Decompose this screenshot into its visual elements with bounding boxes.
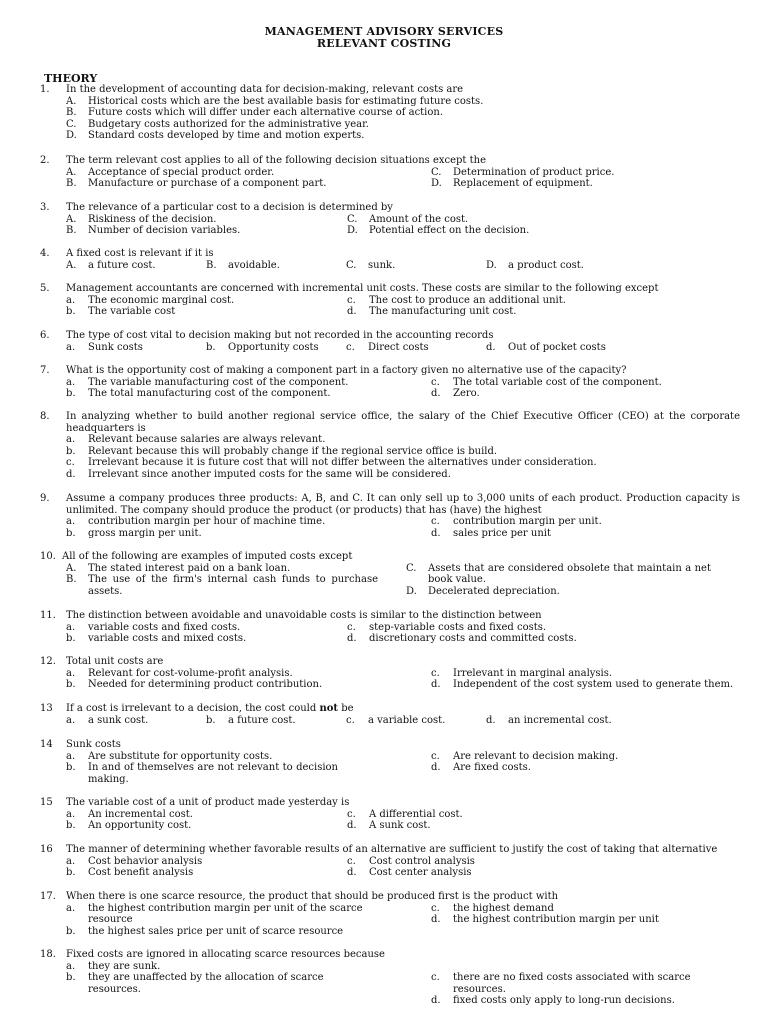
choice-c: c. the highest demand [431, 902, 554, 914]
choice-a: A. The stated interest paid on a bank loan. [66, 562, 291, 574]
choice-a: a. An incremental cost. [66, 808, 193, 820]
question-text: If a cost is irrelevant to a decision, the cost could not be [66, 703, 354, 714]
choice-a: a. variable costs and fixed costs. [66, 621, 241, 633]
question-number: 4. [40, 248, 50, 259]
question-text: A fixed cost is relevant if it is [66, 248, 214, 259]
question-number: 11. [40, 610, 56, 621]
question-8 [40, 411, 740, 481]
question-number: 5. [40, 283, 50, 294]
choice-c: c. Irrelevant because it is future cost that will not differ between the alternatives under consideration. [66, 457, 597, 469]
question-3 [40, 202, 740, 237]
choice-d: d. an incremental cost. [486, 714, 612, 726]
choice-b: B. Manufacture or purchase of a component part. [66, 178, 327, 190]
question-number: 6. [40, 330, 50, 341]
choice-a: a. The economic marginal cost. [66, 294, 235, 306]
choice-b: B. Future costs which will differ under each alternative course of action. [66, 107, 444, 119]
choice-c: C. Assets that are considered obsolete that maintain a net book value. [406, 562, 711, 586]
choice-c: c. a variable cost. [346, 714, 446, 726]
question-number: 10. [40, 551, 56, 562]
choice-a-b [66, 961, 431, 996]
question-16 [40, 844, 740, 879]
question-text: In the development of accounting data for decision-making, relevant costs are [66, 84, 464, 95]
choice-c: c. there are no fixed costs associated with scarce resources. [431, 972, 691, 995]
choice-c: C. Amount of the cost. [347, 213, 469, 225]
document-title: MANAGEMENT ADVISORY SERVICES [264, 25, 504, 38]
choice-c: c. A differential cost. [347, 808, 463, 820]
choice-a: a. contribution margin per hour of machine time. [66, 516, 326, 528]
question-text: When there is one scarce resource, the product that should be produced first is the product with [66, 891, 559, 902]
choice-b: b. Relevant because this will probably change if the regional service office is build. [66, 445, 498, 457]
choice-c-d [431, 903, 740, 926]
question-18 [40, 949, 740, 1007]
question-5 [40, 283, 740, 318]
choice-b: b. Cost benefit analysis [66, 867, 194, 879]
question-6 [40, 330, 740, 353]
question-text: The manner of determining whether favorable results of an alternative are sufficient to justify the cost of taking that alternative [66, 844, 718, 855]
choice-d: d. Zero. [431, 388, 480, 400]
choice-c: c. Cost control analysis [347, 855, 475, 867]
choice-d: d. Out of pocket costs [486, 341, 606, 353]
question-text: The relevance of a particular cost to a decision is determined by [66, 202, 393, 213]
question-text: The distinction between avoidable and unavoidable costs is similar to the distinction between [66, 610, 542, 621]
question-text: What is the opportunity cost of making a component part in a factory given no alternative use of the capacity? [66, 365, 627, 376]
question-number: 15 [40, 797, 53, 808]
choice-c: c. Direct costs [346, 341, 429, 353]
question-13 [40, 703, 740, 726]
choice-a: a. Sunk costs [66, 341, 143, 353]
question-text: Fixed costs are ignored in allocating scarce resources because [66, 949, 385, 960]
choice-a: a. a sunk cost. [66, 714, 149, 726]
question-text: All of the following are examples of imputed costs except [62, 551, 353, 562]
question-text: Total unit costs are [66, 656, 164, 667]
choice-b: b. Opportunity costs [206, 341, 319, 353]
choice-b: b. they are unaffected by the allocation of scarce resources. [66, 972, 324, 995]
choice-d: D. Standard costs developed by time and motion experts. [66, 130, 365, 142]
choice-d: d. Independent of the cost system used to generate them. [431, 679, 734, 691]
emphasis-not: not [319, 703, 339, 714]
choice-c: c. contribution margin per unit. [431, 516, 602, 528]
question-number: 3. [40, 202, 50, 213]
question-11 [40, 610, 740, 645]
document-subtitle: RELEVANT COSTING [316, 37, 452, 50]
question-number: 12. [40, 656, 56, 667]
choice-b: b. a future cost. [206, 714, 296, 726]
choice-a: a. Are substitute for opportunity costs. [66, 750, 273, 762]
choice-b: b. the highest sales price per unit of scarce resource [66, 925, 344, 937]
question-12 [40, 656, 740, 691]
choice-a: a. Relevant for cost-volume-profit analysis. [66, 667, 293, 679]
question-10 [40, 551, 740, 597]
choice-d: d. Are fixed costs. [431, 762, 531, 774]
question-text: Management accountants are concerned with incremental unit costs. These costs are similar to the following except [66, 283, 659, 294]
question-7 [40, 365, 740, 400]
question-text: Assume a company produces three products: A, B, and C. It can only sell up to 3,000 units of each product. Production capacity is unlimited. The company should produce the product (or products) that has (have) the highest [66, 493, 740, 516]
question-4 [40, 248, 740, 271]
choice-b: b. The total manufacturing cost of the component. [66, 388, 331, 400]
question-number: 7. [40, 365, 50, 376]
choice-c: C. Budgetary costs authorized for the administrative year. [66, 118, 369, 130]
question-number: 1. [40, 84, 50, 95]
question-number: 16 [40, 844, 53, 855]
choice-d: d. the highest contribution margin per unit [431, 914, 659, 926]
question-number: 18. [40, 949, 56, 960]
choice-c: c. The total variable cost of the component. [431, 376, 662, 388]
choice-d: d. Irrelevant since another imputed costs for the same will be considered. [66, 468, 451, 480]
question-number: 13 [40, 703, 53, 714]
choice-d: d. A sunk cost. [347, 820, 431, 832]
choice-a: A. Acceptance of special product order. [66, 166, 275, 178]
section-heading: THEORY [44, 72, 98, 85]
choice-b: b. gross margin per unit. [66, 527, 202, 539]
choice-a: a. Relevant because salaries are always relevant. [66, 434, 326, 446]
choice-d: D. a product cost. [486, 259, 584, 271]
choice-b: b. Needed for determining product contribution. [66, 679, 323, 691]
choice-b: B. avoidable. [206, 259, 280, 271]
choice-a: a. they are sunk. [66, 960, 161, 972]
choice-d: d. fixed costs only apply to long-run decisions. [431, 995, 675, 1007]
choice-d: D. Replacement of equipment. [431, 178, 593, 190]
question-15 [40, 797, 740, 832]
choice-b: b. An opportunity cost. [66, 820, 192, 832]
choice-c: c. step-variable costs and fixed costs. [347, 621, 547, 633]
question-number: 8. [40, 411, 50, 422]
choice-c-d [431, 961, 740, 1007]
choice-a: a. The variable manufacturing cost of the component. [66, 376, 349, 388]
choice-d: d. discretionary costs and committed costs. [347, 633, 577, 645]
choice-c: C. sunk. [346, 259, 396, 271]
choice-a: A. Riskiness of the decision. [66, 213, 217, 225]
question-17 [40, 891, 740, 937]
choice-b: b. In and of themselves are not relevant to decision making. [66, 762, 338, 785]
question-number: 17. [40, 891, 56, 902]
choice-d: d. The manufacturing unit cost. [347, 306, 517, 318]
question-text: Sunk costs [66, 739, 121, 750]
choice-a: a. Cost behavior analysis [66, 855, 203, 867]
choice-d: D. Decelerated depreciation. [406, 585, 560, 597]
choice-d: D. Potential effect on the decision. [347, 225, 530, 237]
choice-c: c. Irrelevant in marginal analysis. [431, 667, 613, 679]
choice-d: d. Cost center analysis [347, 867, 472, 879]
choice-a: A. Historical costs which are the best available basis for estimating future costs. [66, 95, 484, 107]
choice-c: c. Are relevant to decision making. [431, 750, 619, 762]
question-text: The variable cost of a unit of product made yesterday is [66, 797, 350, 808]
question-text: The type of cost vital to decision making but not recorded in the accounting records [66, 330, 494, 341]
question-9 [40, 493, 740, 539]
question-text: In analyzing whether to build another regional service office, the salary of the Chief Executive Officer (CEO) at the corporate headquarters is [66, 411, 740, 434]
choice-b: B. Number of decision variables. [66, 225, 241, 237]
choice-b: B. The use of the firm's internal cash funds to purchase assets. [66, 574, 378, 597]
choice-a: A. a future cost. [66, 259, 156, 271]
choice-d: d. sales price per unit [431, 527, 551, 539]
choice-c: C. Determination of product price. [431, 166, 615, 178]
question-text: The term relevant cost applies to all of the following decision situations except the [66, 155, 486, 166]
question-2 [40, 155, 740, 190]
question-number: 2. [40, 155, 50, 166]
question-number: 9. [40, 493, 50, 504]
question-number: 14 [40, 739, 53, 750]
choice-b: b. The variable cost [66, 306, 176, 318]
choice-a: a. the highest contribution margin per unit of the scarce resource [66, 902, 363, 926]
choice-b: b. variable costs and mixed costs. [66, 633, 247, 645]
question-14 [40, 739, 740, 785]
question-1 [40, 84, 740, 142]
choice-c: c. The cost to produce an additional unit. [347, 294, 566, 306]
